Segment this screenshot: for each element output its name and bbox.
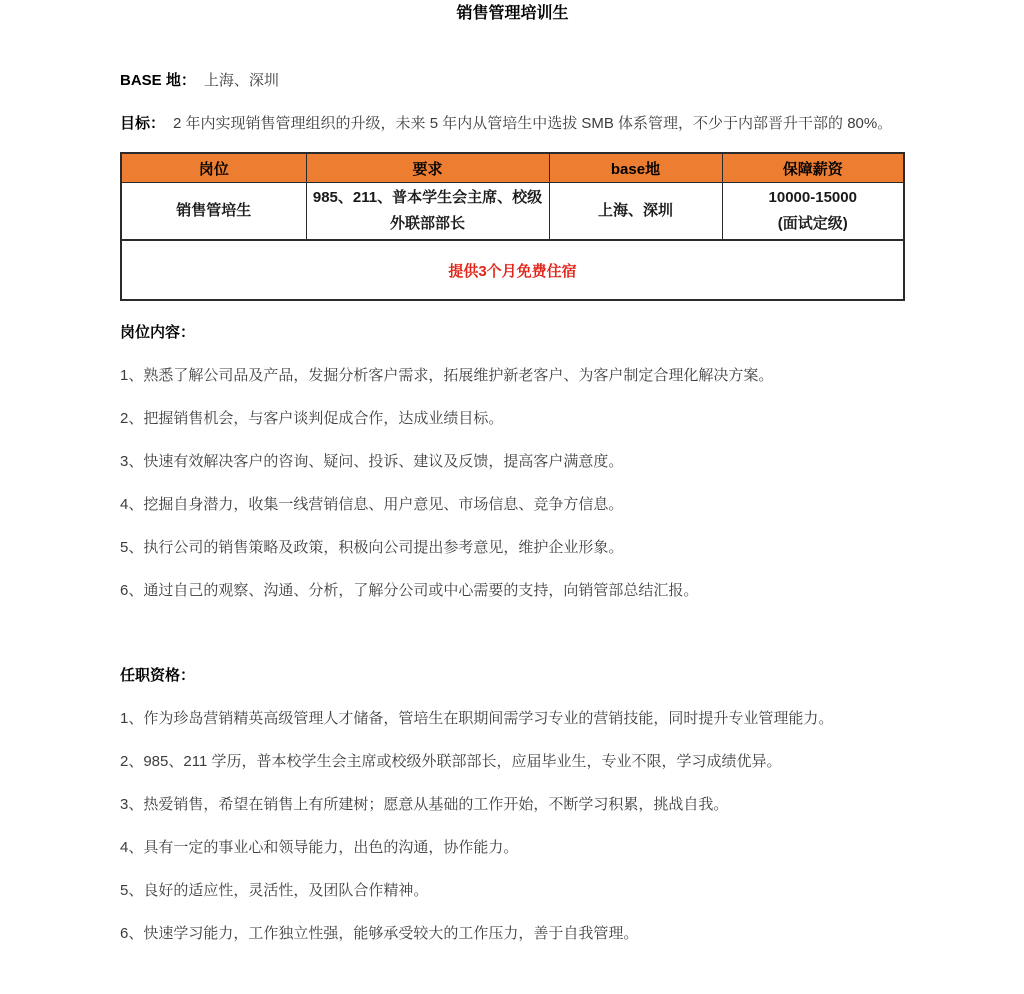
qualification-item-4: 4、具有一定的事业心和领导能力，出色的沟通，协作能力。 bbox=[120, 839, 519, 856]
salary-note: (面试定级) bbox=[777, 215, 848, 232]
table-header-requirement: 要求 bbox=[306, 153, 549, 183]
cell-position: 销售管培生 bbox=[121, 183, 306, 241]
job-content-item-6: 6、通过自己的观察、沟通、分析，了解分公司或中心需要的支持，向销管部总结汇报。 bbox=[120, 582, 699, 599]
page-title: 销售管理培训生 bbox=[456, 5, 569, 22]
table-header-position: 岗位 bbox=[121, 153, 306, 183]
job-content-item-4: 4、挖掘自身潜力，收集一线营销信息、用户意见、市场信息、竞争方信息。 bbox=[120, 496, 624, 513]
qualification-item-2: 2、985、211 学历，普本校学生会主席或校级外联部部长，应届毕业生，专业不限，学习成绩优异。 bbox=[120, 753, 782, 770]
job-table bbox=[120, 152, 905, 301]
qualification-item-3: 3、热爱销售，希望在销售上有所建树；愿意从基础的工作开始，不断学习积累，挑战自我。 bbox=[120, 796, 729, 813]
salary-range: 10000-15000 bbox=[768, 189, 857, 206]
job-content-item-5: 5、执行公司的销售策略及政策，积极向公司提出参考意见，维护企业形象。 bbox=[120, 539, 624, 556]
base-location-line bbox=[120, 59, 905, 102]
goal-label: 目标： bbox=[120, 115, 166, 132]
base-label: BASE 地： bbox=[120, 72, 196, 89]
cell-salary bbox=[722, 183, 904, 241]
cell-requirement: 985、211、普本学生会主席、校级外联部部长 bbox=[306, 183, 549, 241]
qualification-item-1: 1、作为珍岛营销精英高级管理人才储备，管培生在职期间需学习专业的营销技能，同时提升专业管理能力。 bbox=[120, 710, 834, 727]
goal-text: 2 年内实现销售管理组织的升级，未来 5 年内从管培生中选拔 SMB 体系管理，不少于内部晋升干部的 80%。 bbox=[173, 115, 893, 132]
qualification-item-6: 6、快速学习能力，工作独立性强，能够承受较大的工作压力，善于自我管理。 bbox=[120, 925, 639, 942]
cell-base: 上海、深圳 bbox=[549, 183, 722, 241]
job-content-item-3: 3、快速有效解决客户的咨询、疑问、投诉、建议及反馈，提高客户满意度。 bbox=[120, 453, 624, 470]
job-content-item-2: 2、把握销售机会，与客户谈判促成合作，达成业绩目标。 bbox=[120, 410, 504, 427]
job-content-item-1: 1、熟悉了解公司品及产品，发掘分析客户需求，拓展维护新老客户、为客户制定合理化解决方案。 bbox=[120, 367, 774, 384]
table-merged-row bbox=[121, 240, 904, 300]
table-header-base: base地 bbox=[549, 153, 722, 183]
table-row bbox=[121, 183, 904, 241]
section-heading-qualifications: 任职资格： bbox=[120, 667, 196, 684]
merged-note-cell: 提供3个月免费住宿 bbox=[121, 240, 904, 300]
table-header-row bbox=[121, 153, 904, 183]
base-value: 上海、深圳 bbox=[203, 72, 279, 89]
goal-line bbox=[120, 102, 905, 145]
qualification-item-5: 5、良好的适应性，灵活性，及团队合作精神。 bbox=[120, 882, 429, 899]
table-header-salary: 保障薪资 bbox=[722, 153, 904, 183]
section-heading-job-content: 岗位内容： bbox=[120, 324, 196, 341]
